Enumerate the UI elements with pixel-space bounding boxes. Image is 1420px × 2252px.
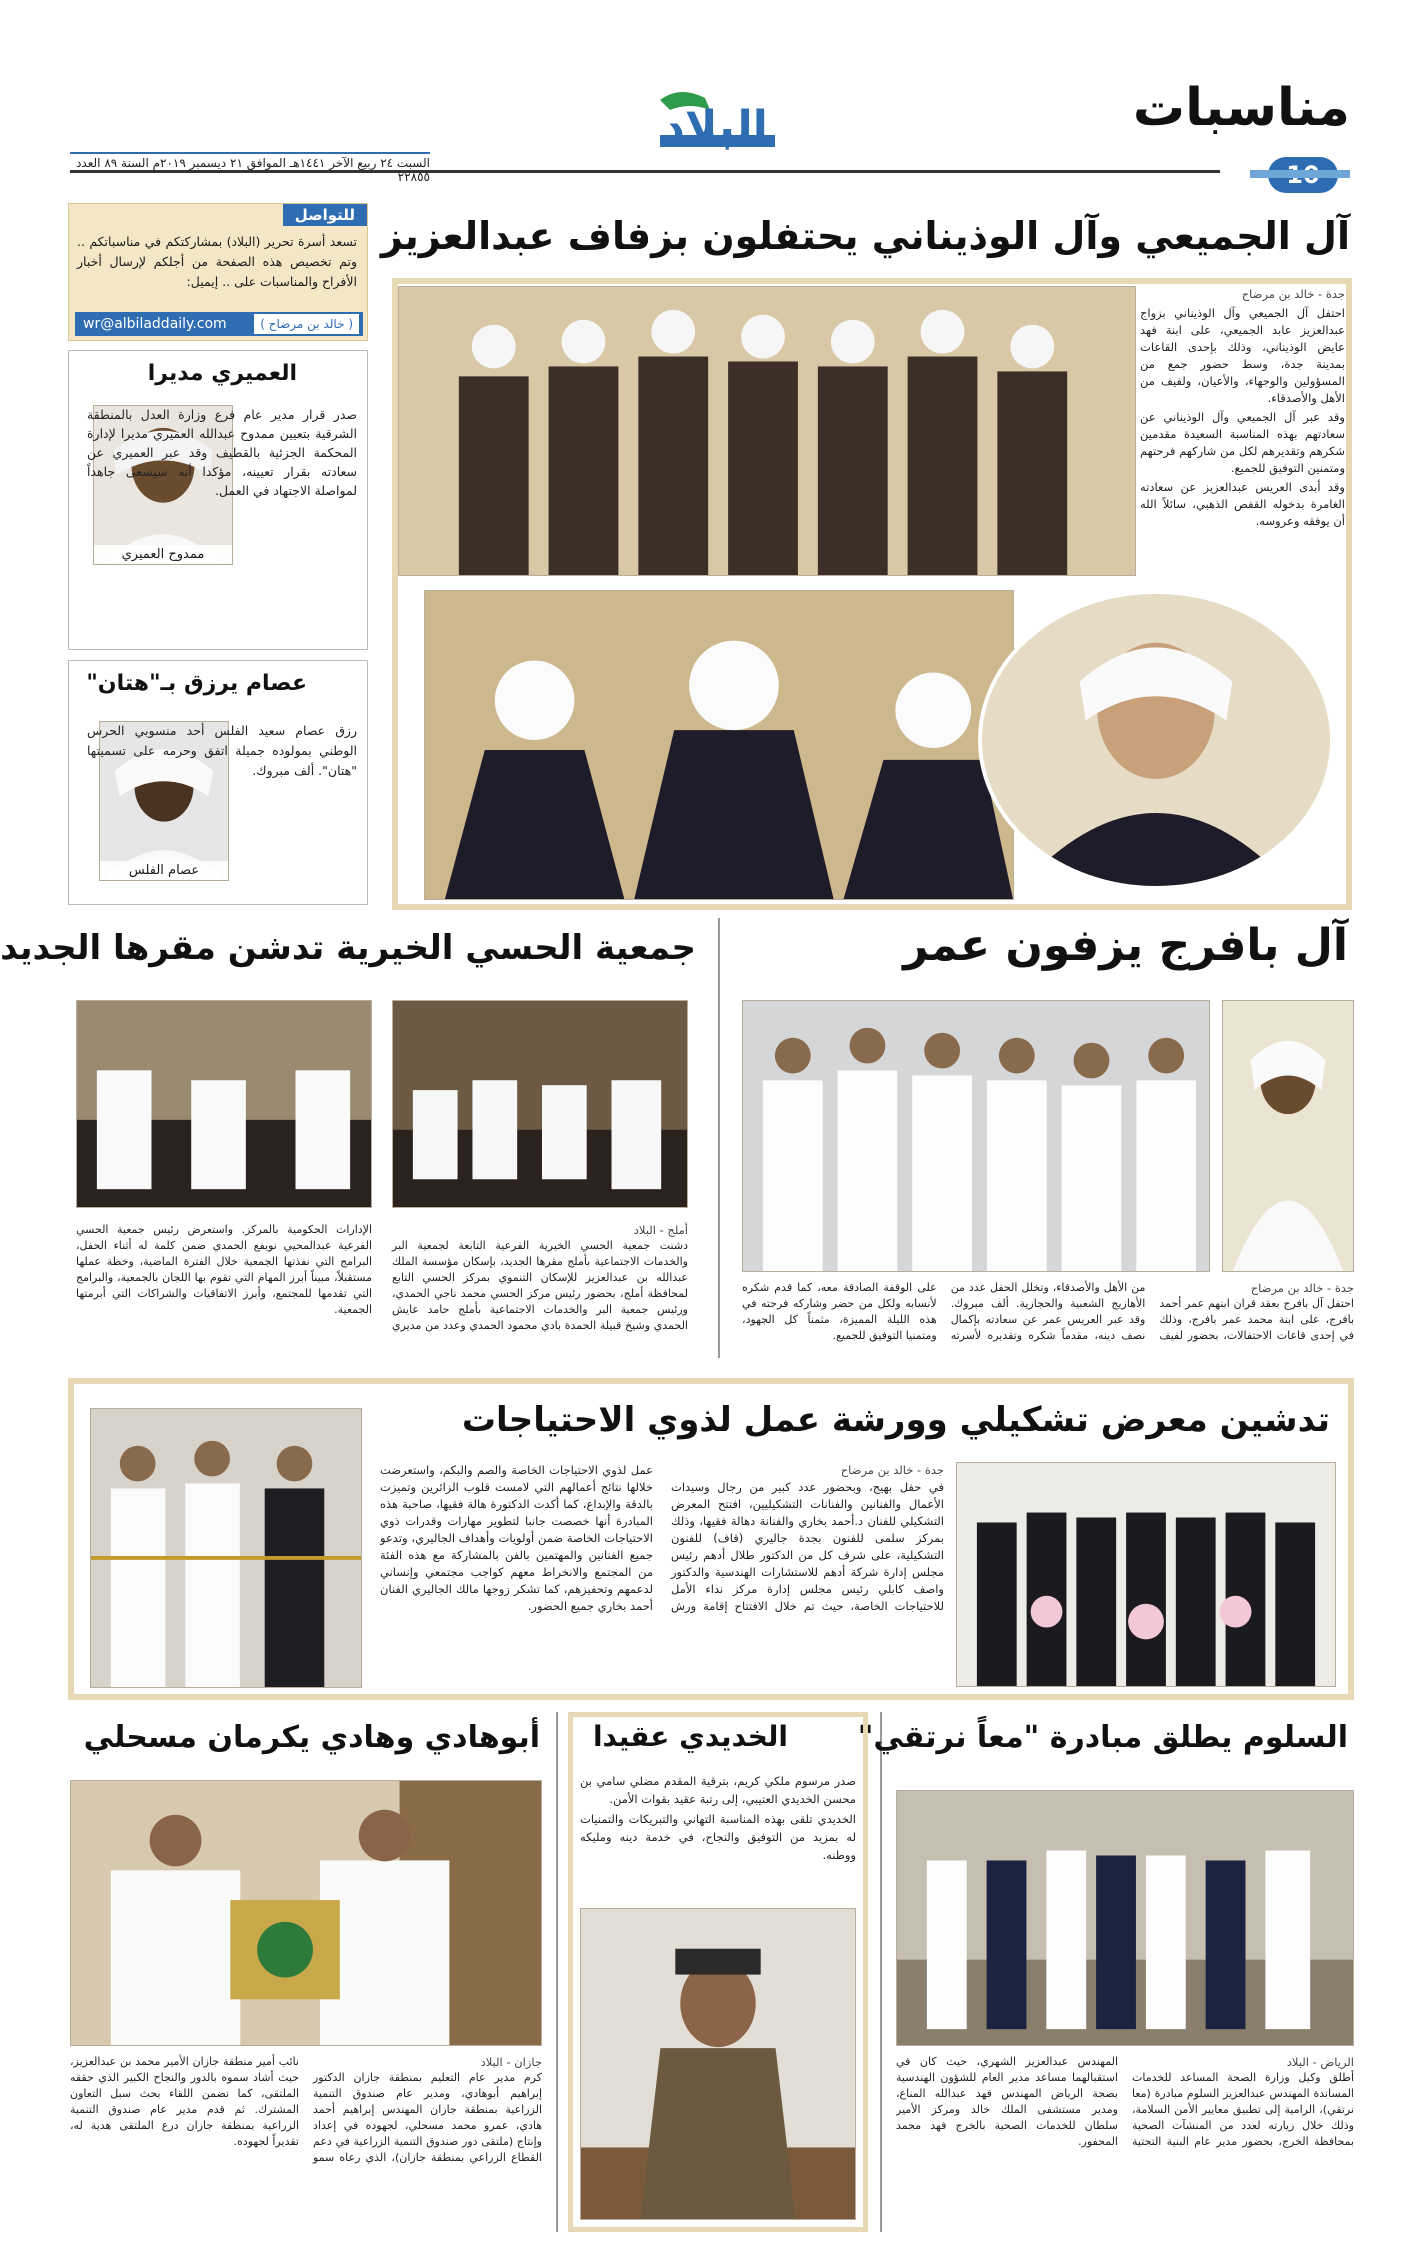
group-photo-icon: [743, 1001, 1209, 1271]
exhibit-photo-ladies: [956, 1462, 1336, 1687]
wedding-title: آل الجميعي وآل الوذيناني يحتفلون بزفاف عبدالعزيز: [380, 214, 1350, 258]
exhibit-byline: جدة - خالد بن مرضاح: [840, 1463, 944, 1477]
bafaraj-title: آل بافرج يزفون عمر: [903, 920, 1348, 971]
group-photo-icon: [957, 1463, 1335, 1686]
amiri-title: العميري مديرا: [147, 361, 297, 386]
logo: [650, 80, 780, 160]
wedding-text: [1140, 286, 1345, 616]
exhibit-photo-ribbon: [90, 1408, 362, 1688]
khudaidi-p1: صدر مرسوم ملكي كريم، بترقية المقدم مضلي سامي بن محسن الخديدي العتيبي، إلى رتبة عقيد بقوات الأمن.: [580, 1774, 856, 1806]
abuhadi-p1: كرم مدير عام التعليم بمنطقة جازان الدكتور إبراهيم أبوهادي، ومدير عام صندوق التنمية الزراعية بمنطقة جازان المهندس إبراهيم أحمد هادي، عمرو محمد مسحلي، لجهوده في إعداد وإنتاج (ملتقى دور صندوق التنمية الزراعية في دعم القطاع الزراعي بمنطقة جازان)، الذي رعاه سمو نائب أمير منطقة جازان الأمير محمد بن عبدالعزيز، حيث أشاد سموه بالدور والنجاح الكبير الذي حققه الملتقى، كما تضمن اللقاء بحث سبل التعاون المشترك. ثم قدم مدير عام صندوق التنمية الزراعية بمنطقة جازان درع الملتقى هدية له، تقديراً لجهوده.: [70, 2055, 542, 2164]
bottom-divider-2: [556, 1712, 558, 2232]
exhibit-p2: الاحتياجات الخاصة والصم والبكم، واستعرضت خلالها نتائج أعمالهم التي لامست قلوب الزائرين وتميزت بالدقة والإبداع، كما أكدت الدكتورة هالة فقيها، صاحبة هذه المبادرة أنها خصصت جانبا لتطوير مهارات وقدرات ذوي الاحتياجات الخاصة ضمن أولويات وأهداف الجاليري، وتدعو جميع الفنانين والمهتمين بالفن بالمشاركة مع هذه الفئة من المجتمع والانخراط معهم كواجب مجتمعي وإنساني لدعمهم وتحفيزهم، كما تشكر زوجها مالك الجاليري الفنان أحمد بخاري جميع الحضور.: [380, 1463, 653, 1613]
wedding-byline: جدة - خالد بن مرضاح: [1241, 287, 1345, 301]
contact-name: ( خالد بن مرضاح ): [254, 314, 359, 334]
bottom-divider-1: [880, 1712, 882, 2232]
hassi-title: جمعية الحسي الخيرية تدشن مقرها الجديد: [0, 928, 696, 968]
bafaraj-byline: جدة - خالد بن مرضاح: [1250, 1281, 1354, 1295]
exhibit-title: تدشين معرض تشكيلي وورشة عمل لذوي الاحتياجات: [461, 1400, 1330, 1440]
abuhadi-byline: جازان - البلاد: [480, 2055, 542, 2069]
abuhadi-photo: [70, 1780, 542, 2046]
hassi-photo-right: [392, 1000, 688, 1208]
bafaraj-text: [742, 1280, 1354, 1362]
masthead: [0, 0, 1420, 200]
amiri-box: [68, 350, 368, 650]
essam-caption: عصام الفلس: [100, 861, 228, 880]
bafaraj-divider: [718, 918, 720, 1358]
wedding-photo-group: [398, 286, 1136, 576]
khudaidi-photo: [580, 1908, 856, 2220]
portrait-icon: [1223, 1001, 1353, 1271]
amiri-caption: ممدوح العميري: [94, 545, 232, 564]
bafaraj-photo-portrait: [1222, 1000, 1354, 1272]
hassi-p1: دشنت جمعية الحسي الخيرية الفرعية التابعة لجمعية البر والخدمات الاجتماعية بأملج مقرها الجديد، بإسكان مؤسسة الملك عبدالله بن عبدالعزيز للإسكان التنموي بمركز الحسي التابع لمحافظة أملج، بحضور رئيس مركز الحسي محمد ناجي الحمدي، ورئيس جمعية البر والخدمات الاجتماعية بأملج حامد عايش الحمدي وشيخ قبيلة الحمدة بادي محمود الحمدي وعدد من مديري الإدارات الحكومية بالمركز.: [241, 1223, 688, 1332]
essam-box: [68, 660, 368, 905]
award-photo-icon: [71, 1781, 541, 2045]
contact-title: للتواصل: [283, 204, 367, 226]
wedding-p3: وقد أبدى العريس عبدالعزيز عن سعادته الغامرة بدخوله القفص الذهبي، سائلاً الله أن يوفقه وعروسه.: [1140, 480, 1345, 528]
khudaidi-text: [580, 1772, 856, 1902]
group-photo-icon: [399, 287, 1135, 575]
groom-photo-icon: [982, 594, 1330, 886]
ribbon-cutting-icon: [91, 1409, 361, 1687]
exhibit-p1: في حفل بهيج، وبحضور عدد كبير من رجال وسيدات الأعمال والفنانين والفنانات التشكيليين، افتتح المعرض التشكيلي للفنان د.أحمد بخاري والفنانة دهالة فقيها، وذلك بمركز سلمى للفنون بجدة جاليري (قاف) للفنون التشكيلية، على شرف كل من الدكتور طلال أدهم رئيس مجلس إدارة شركة أدهم للاستشارات الهندسية والدكتور واصف كابلي رئيس مجلس إدارة مركز نداء الأمل للاحتياجات الخاصة، حيث تم خلال الافتتاح إقامة ورش عمل لذوي: [602, 1463, 944, 1613]
salloum-title: السلوم يطلق مبادرة "معاً نرتقي": [857, 1720, 1348, 1755]
khudaidi-p2: الخديدي تلقى بهذه المناسبة التهاني والتبريكات والتمنيات له بمزيد من التوفيق والنجاح، في خدمة دينه ومليكه ووطنه.: [580, 1812, 856, 1862]
group-photo-icon: [897, 1791, 1353, 2045]
contact-email-bar[interactable]: [75, 312, 363, 336]
salloum-text: [896, 2054, 1354, 2234]
wedding-photo-trio: [424, 590, 1014, 900]
bafaraj-p1: احتفل آل بافرج بعقد قران ابنهم عمر أحمد بافرج، على ابنة محمد عمر بافرج، وذلك في إحدى قاعات الاحتفالات، بحضور لفيف من الأهل والأصدقاء، وتخلل الحفل عدد من الأهازيج الشعبية والحجازية. ألف مبروك. وقد عبر العريس عمر عن سعادته بإكمال نصف دينه، مقدماً شكره وتقديره لأسرته على الوقفة الصادقة معه، كما قدم شكره لأنسابه ولكل من حضر وشاركه فرحته في هذه الليلة المميزة، مثمناً كل الجهود، ومتمنيا التوفيق للجميع.: [742, 1281, 1354, 1342]
khudaidi-title: الخديدي عقيدا: [592, 1720, 788, 1753]
wedding-photo-groom: [978, 590, 1334, 890]
bafaraj-photo-group: [742, 1000, 1210, 1272]
section-rule-blue: [1250, 170, 1350, 178]
section-title: مناسبات: [1132, 78, 1350, 138]
logo-text: البلاد: [662, 102, 768, 153]
salloum-photo: [896, 1790, 1354, 2046]
date-line: السبت ٢٤ ربيع الآخر ١٤٤١هـ الموافق ٢١ ديسمبر ٢٠١٩م السنة ٨٩ العدد ٢٢٨٥٥: [70, 152, 430, 184]
meeting-photo-icon: [77, 1001, 371, 1207]
abuhadi-title: أبوهادي وهادي يكرمان مسحلي: [83, 1720, 540, 1755]
amiri-text: صدر قرار مدير عام فرع وزارة العدل بالمنطقة الشرقية بتعيين ممدوح عبدالله العميري مديرا لإدارة المحكمة الجزئية بالقطيف وقد عبر العميري عن سعادته بقرار تعيينه، مؤكدا أنه سيسعى جاهداً لمواصلة الاجتهاد في العمل.: [87, 407, 357, 498]
contact-box: [68, 203, 368, 341]
hassi-byline: أملج - البلاد: [633, 1223, 688, 1237]
exhibit-text: [380, 1462, 944, 1690]
contact-text: تسعد أسرة تحرير (البلاد) بمشاركتكم في مناسباتكم .. وتم تخصيص هذه الصفحة من أجلكم لإرسال أخبار الأفراح والمناسبات على .. إيميل:: [77, 234, 357, 289]
hassi-photo-left: [76, 1000, 372, 1208]
wedding-p2: وقد عبر آل الجميعي وآل الوذيناني عن سعادتهم بهذه المناسبة السعيدة مقدمين شكرهم وتقديرهم لكل من شاركهم فرحتهم ومتمنين التوفيق للجميع.: [1140, 410, 1345, 475]
essam-title: عصام يرزق بـ"هتان": [86, 671, 307, 696]
meeting-photo-icon: [393, 1001, 687, 1207]
abuhadi-text: [70, 2054, 542, 2234]
wedding-p1: احتفل آل الجميعي وآل الوذيناني بزواج عبدالعزيز عابد الجميعي، على ابنة فهد عايض الوذيناني، وذلك بإحدى القاعات بمدينة جدة، وسط حضور جمع من المسؤولين والوجهاء، والأعيان، ولفيف من الأهل والأصدقاء.: [1140, 306, 1345, 405]
officer-photo-icon: [581, 1909, 855, 2219]
trio-photo-icon: [425, 591, 1013, 899]
hassi-text: [76, 1222, 688, 1362]
hassi-p2: واستعرض رئيس جمعية الحسي الفرعية عبدالمحيي نويفع الحمدي ضمن كلمة له أثناء الحفل، البرامج التي نفذتها الجمعية خلال الفترة الماضية، وخطة عملها مستقبلاً، مبيناً أبرز المهام التي تقوم بها اللجان بالجمعية، والبرامج التي تقدمها للمجتمع، وأبرز الاتفاقيات والشراكات التي أبرمتها الجمعية.: [76, 1223, 372, 1316]
contact-email[interactable]: wr@albiladdaily.com: [83, 316, 227, 332]
essam-text: رزق عصام سعيد الفلس أحد منسوبي الحرس الوطني بمولوده جميلة اتفق وحرمه على تسميتها "هتان". ألف مبروك.: [87, 723, 357, 778]
salloum-p1: أطلق وكيل وزارة الصحة المساعد للخدمات المساندة المهندس عبدالعزيز السلوم مبادرة (معا نرتقي)، الرامية إلى تطبيق معايير الأمن السلامة، وذلك خلال زيارته لعدد من المنشآت الصحية بمحافظة الخرج، بحضور مدير عام البنية التحتية المهندس عبدالعزيز الشهري، حيث كان في استقبالهما مساعد مدير العام للشؤون الهندسية بصحة الرياض المهندس فهد عبدالله المناع، ومدير مستشفى الملك خالد ومركز الأمير سلطان للخدمات الصحية بالخرج فهد محمد المحفور.: [896, 2055, 1354, 2148]
salloum-byline: الرياض - البلاد: [1286, 2055, 1354, 2069]
